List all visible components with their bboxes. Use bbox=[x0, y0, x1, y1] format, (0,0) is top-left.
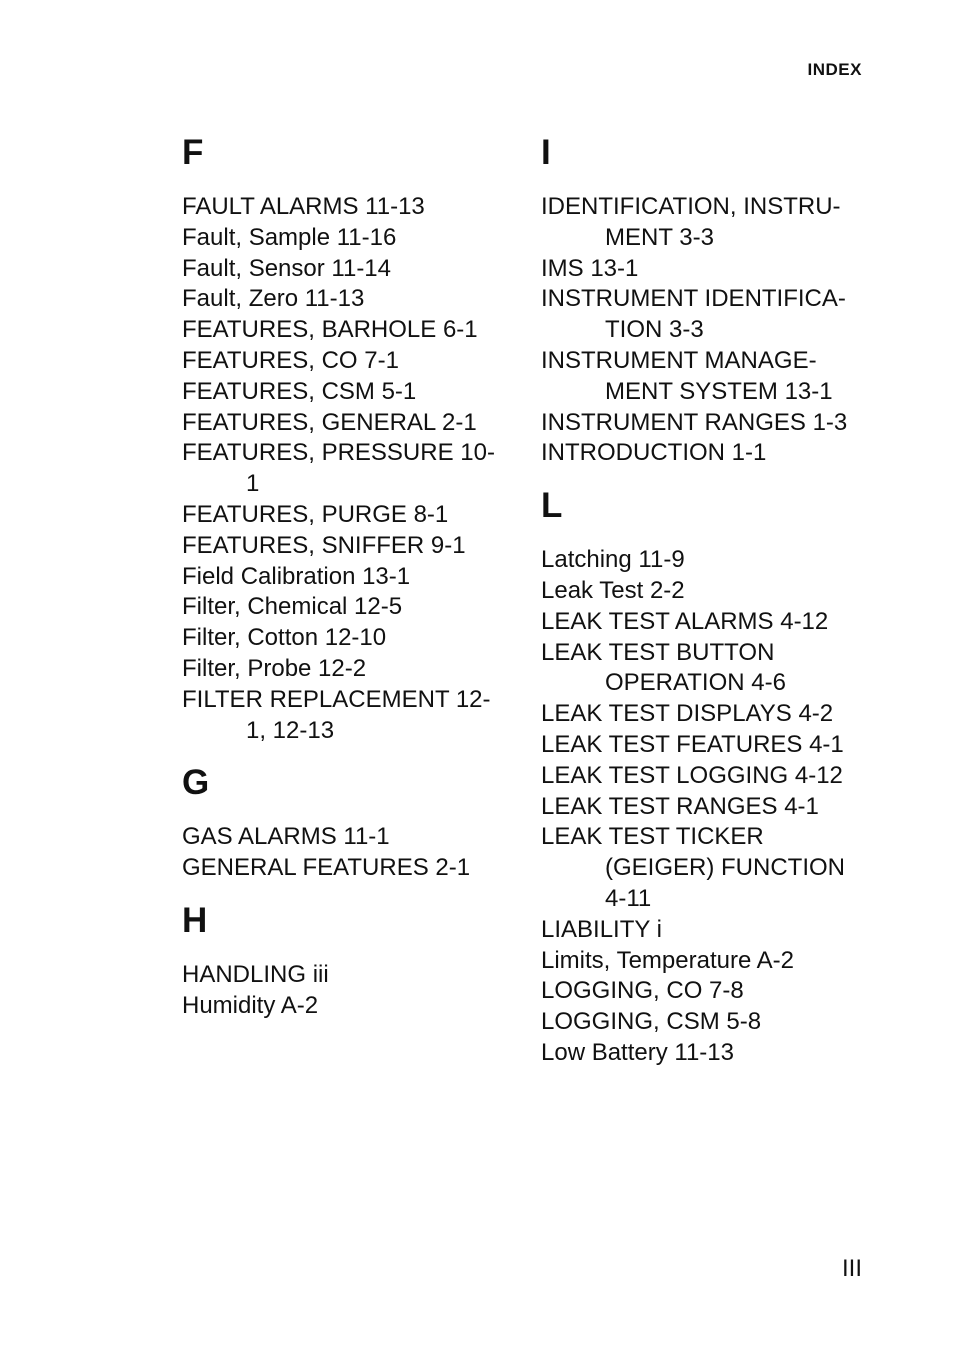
index-entry bbox=[541, 915, 871, 946]
index-entry bbox=[541, 976, 871, 1007]
index-section-h bbox=[182, 898, 522, 1022]
section-letter: I bbox=[541, 133, 551, 172]
index-entry-continuation: MENT SYSTEM 13-1 bbox=[605, 377, 833, 405]
index-entry-line: FAULT ALARMS 11-13 bbox=[182, 193, 425, 220]
index-entry-line: LEAK TEST TICKER bbox=[541, 823, 764, 851]
index-entry bbox=[182, 822, 522, 853]
index-entry-line: FILTER REPLACEMENT 12- bbox=[182, 685, 491, 713]
index-entry-line: Limits, Temperature A-2 bbox=[541, 946, 794, 974]
index-entry bbox=[182, 408, 522, 439]
index-section-f bbox=[182, 130, 522, 746]
index-entry-line: LIABILITY i bbox=[541, 915, 662, 943]
index-entry bbox=[182, 254, 522, 285]
index-entry-continuation: TION 3-3 bbox=[605, 316, 704, 344]
index-entry-line: FEATURES, SNIFFER 9-1 bbox=[182, 531, 466, 559]
index-entry bbox=[182, 346, 522, 377]
index-entry-line: HANDLING iii bbox=[182, 960, 329, 988]
index-entry bbox=[541, 792, 871, 823]
index-entry bbox=[182, 654, 522, 685]
index-entry bbox=[541, 699, 871, 730]
running-header: INDEX bbox=[807, 60, 862, 79]
index-entry bbox=[182, 315, 522, 346]
index-entry-line: Fault, Sensor 11-14 bbox=[182, 254, 392, 282]
index-entry-continuation: 1 bbox=[246, 470, 260, 498]
section-letter: L bbox=[541, 486, 563, 526]
index-entry bbox=[541, 346, 871, 408]
index-entry bbox=[541, 284, 871, 346]
index-entry-line: LEAK TEST LOGGING 4-12 bbox=[541, 761, 843, 789]
index-entry bbox=[541, 438, 871, 469]
index-section-g bbox=[182, 760, 522, 884]
index-entry bbox=[541, 1038, 871, 1069]
index-entry bbox=[541, 1007, 871, 1038]
index-entry bbox=[541, 254, 871, 285]
index-entry bbox=[541, 822, 871, 914]
index-entry-continuation: (GEIGER) FUNCTION bbox=[605, 854, 845, 882]
index-entry-line: LEAK TEST BUTTON bbox=[541, 638, 775, 666]
index-entry-continuation: MENT 3-3 bbox=[605, 223, 714, 251]
index-section-l bbox=[541, 483, 871, 1069]
index-entry-line: GAS ALARMS 11-1 bbox=[182, 823, 390, 851]
index-entry-line: FEATURES, PURGE 8-1 bbox=[182, 500, 449, 528]
index-entry bbox=[541, 192, 871, 254]
index-entry-line: LOGGING, CSM 5-8 bbox=[541, 1008, 762, 1036]
index-entry-line: Fault, Sample 11-16 bbox=[182, 223, 397, 251]
index-entry bbox=[541, 408, 871, 439]
index-entry bbox=[541, 607, 871, 638]
index-entry-line: IMS 13-1 bbox=[541, 254, 639, 282]
index-entry-line: Field Calibration 13-1 bbox=[182, 562, 411, 590]
index-entry-continuation: 1, 12-13 bbox=[246, 716, 335, 744]
index-entry bbox=[182, 284, 522, 315]
index-entry-line: INTRODUCTION 1-1 bbox=[541, 439, 767, 467]
index-entry-line: FEATURES, CO 7-1 bbox=[182, 346, 399, 374]
index-entry bbox=[541, 576, 871, 607]
index-entry-line: LEAK TEST FEATURES 4-1 bbox=[541, 730, 844, 758]
index-entry bbox=[541, 638, 871, 700]
index-entry-line: IDENTIFICATION, INSTRU- bbox=[541, 193, 841, 220]
index-entry-line: Fault, Zero 11-13 bbox=[182, 285, 365, 313]
index-entry-line: Filter, Cotton 12-10 bbox=[182, 624, 387, 652]
index-entry bbox=[182, 223, 522, 254]
section-letter: H bbox=[182, 900, 208, 940]
index-section-i bbox=[541, 130, 871, 469]
index-entry-line: LOGGING, CO 7-8 bbox=[541, 977, 744, 1005]
index-entry-line: LEAK TEST ALARMS 4-12 bbox=[541, 607, 829, 635]
index-entry bbox=[182, 991, 522, 1022]
index-entry-continuation: 4-11 bbox=[605, 884, 652, 912]
index-entry bbox=[182, 960, 522, 991]
index-entry bbox=[182, 500, 522, 531]
index-entry-line: INSTRUMENT IDENTIFICA- bbox=[541, 285, 846, 313]
index-entry bbox=[182, 685, 522, 747]
index-entry-line: FEATURES, CSM 5-1 bbox=[182, 377, 417, 405]
index-entry bbox=[182, 853, 522, 884]
index-entry-line: LEAK TEST DISPLAYS 4-2 bbox=[541, 700, 834, 728]
index-entry-line: Filter, Probe 12-2 bbox=[182, 654, 367, 682]
index-entry bbox=[182, 377, 522, 408]
index-entry bbox=[182, 192, 522, 223]
index-entry-line: Filter, Chemical 12-5 bbox=[182, 593, 403, 621]
index-column-left bbox=[182, 130, 522, 1036]
index-entry-line: FEATURES, BARHOLE 6-1 bbox=[182, 316, 478, 344]
index-entry bbox=[541, 730, 871, 761]
index-entry bbox=[541, 545, 871, 576]
index-entry bbox=[182, 592, 522, 623]
index-entry-line: LEAK TEST RANGES 4-1 bbox=[541, 792, 819, 820]
index-entry bbox=[182, 438, 522, 500]
index-entry bbox=[182, 531, 522, 562]
index-entry-line: Latching 11-9 bbox=[541, 546, 685, 574]
index-entry-continuation: OPERATION 4-6 bbox=[605, 669, 786, 697]
index-entry-line: FEATURES, GENERAL 2-1 bbox=[182, 408, 477, 436]
page-number: III bbox=[841, 1255, 862, 1282]
index-entry-line: Humidity A-2 bbox=[182, 991, 319, 1019]
index-entry bbox=[541, 946, 871, 977]
index-entry bbox=[182, 623, 522, 654]
index-entry-line: INSTRUMENT MANAGE- bbox=[541, 346, 817, 374]
index-entry-line: FEATURES, PRESSURE 10- bbox=[182, 439, 495, 467]
index-column-right bbox=[541, 130, 871, 1083]
index-entry-line: INSTRUMENT RANGES 1-3 bbox=[541, 408, 848, 436]
index-entry bbox=[541, 761, 871, 792]
section-letter: F bbox=[182, 133, 204, 172]
section-letter: G bbox=[182, 763, 210, 803]
index-entry bbox=[182, 562, 522, 593]
index-entry-line: Leak Test 2-2 bbox=[541, 576, 685, 604]
index-entry-line: GENERAL FEATURES 2-1 bbox=[182, 854, 471, 882]
index-entry-line: Low Battery 11-13 bbox=[541, 1038, 734, 1066]
